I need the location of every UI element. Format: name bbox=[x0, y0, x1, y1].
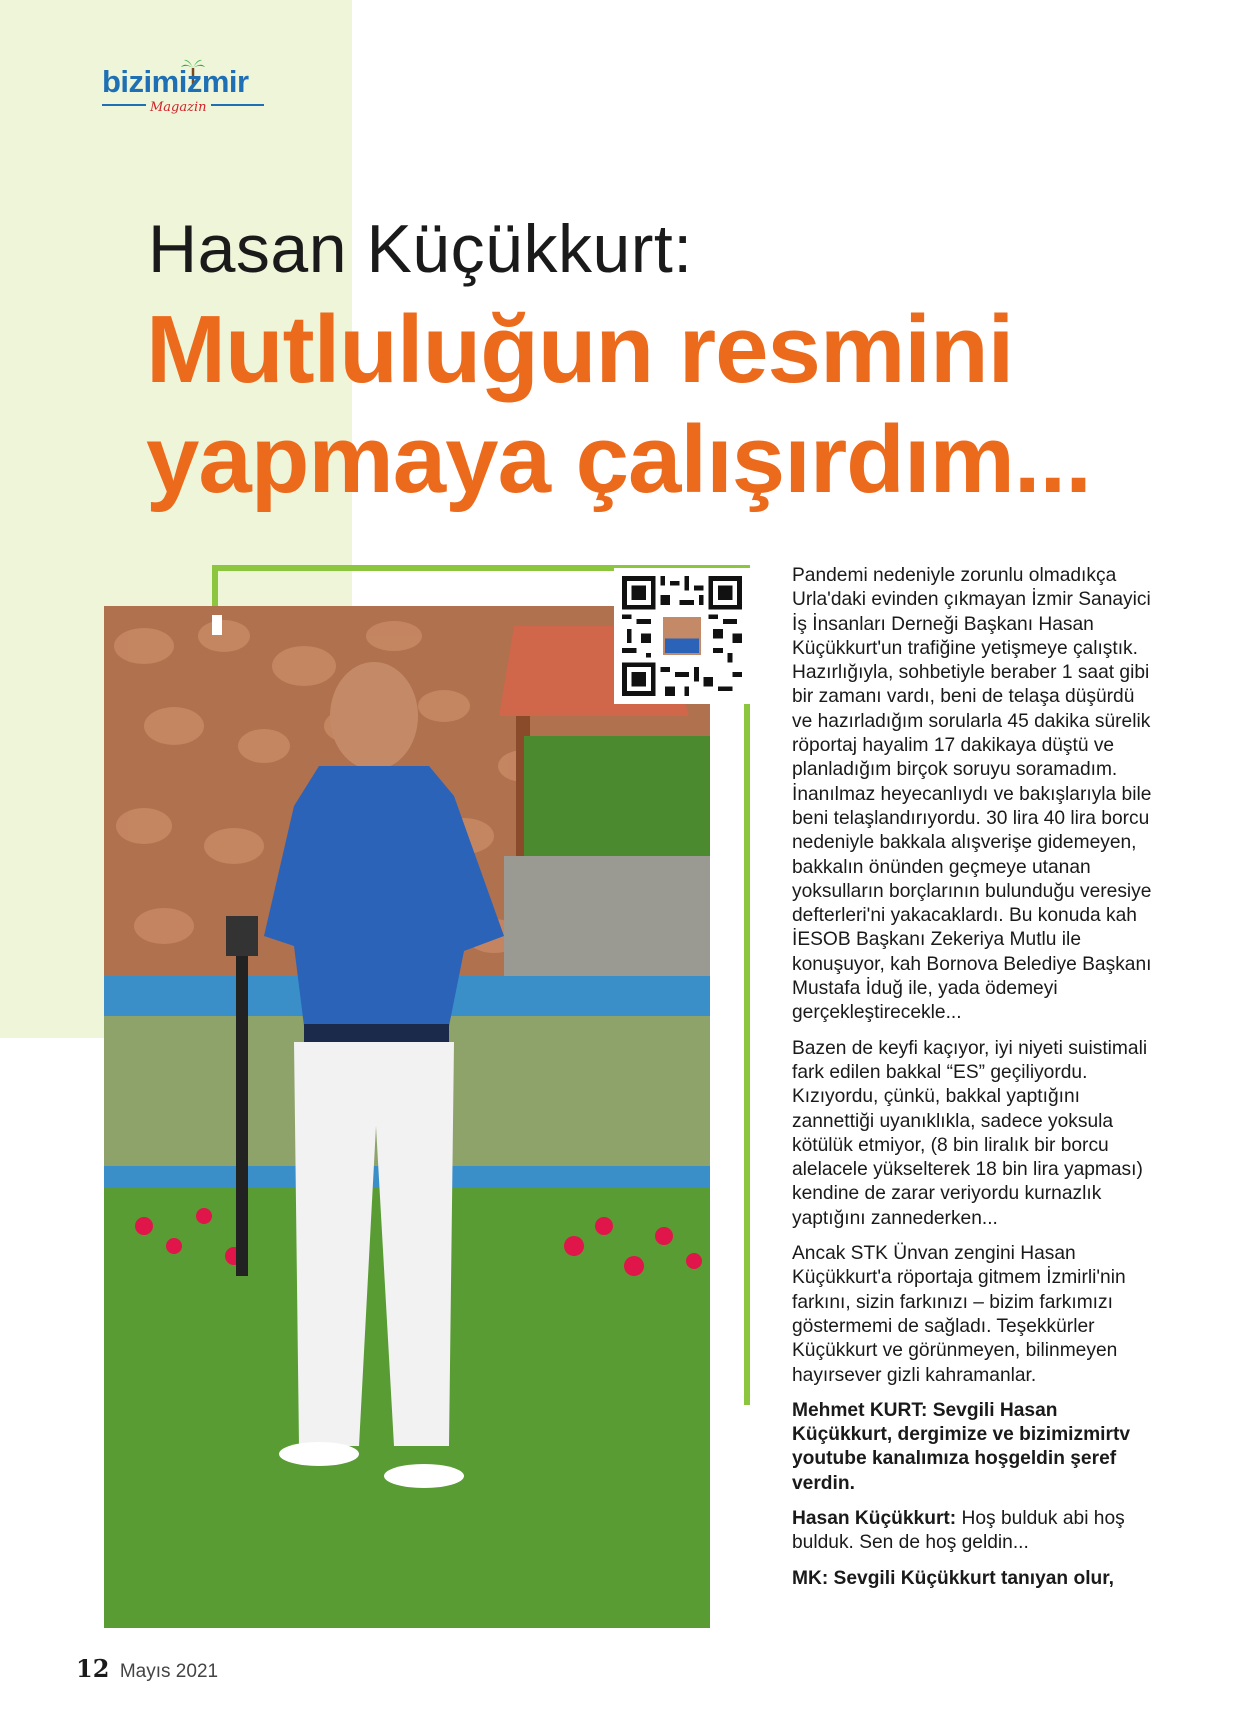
article-kicker: Hasan Küçükkurt: bbox=[148, 211, 693, 287]
frame-gap bbox=[212, 615, 222, 635]
magazine-logo[interactable] bbox=[102, 58, 272, 116]
interview-question-2: MK: Sevgili Küçükkurt tanıyan olur, bbox=[792, 1567, 1114, 1589]
interview-question-1: Mehmet KURT: Sevgili Hasan Küçükkurt, dergimize ve bizimizmirtv youtube kanalımıza hoşgeldin şeref verdin. bbox=[792, 1399, 1131, 1494]
page-footer bbox=[76, 1654, 218, 1683]
logo-subtitle: Magazin bbox=[146, 100, 211, 115]
portrait-photo bbox=[104, 606, 710, 1628]
logo-wordmark bbox=[102, 64, 249, 100]
answer-text: Hoş bulduk abi hoş bulduk. Sen de hoş geldin... bbox=[792, 1507, 1125, 1554]
interview-answer-1 bbox=[792, 1507, 1152, 1556]
page-number: 12 bbox=[76, 1654, 110, 1683]
answer-speaker: Hasan Küçükkurt: bbox=[792, 1507, 957, 1529]
logo-word-part1: bizim bbox=[102, 64, 179, 99]
qr-code[interactable] bbox=[614, 568, 750, 704]
qr-code-icon bbox=[622, 576, 742, 696]
portrait-illustration bbox=[104, 606, 710, 1628]
paragraph-3: Ancak STK Ünvan zengini Hasan Küçükkurt'a röportaja gitmem İzmirli'nin farkını, sizin farkınızı – bizim farkımızı göstermemi de sağladı. Teşekkürler Küçükkurt ve görünmeyen, bilinmeyen hayırsever gizli kahramanlar. bbox=[792, 1243, 1126, 1386]
paragraph-1: Pandemi nedeniyle zorunlu olmadıkça Urla'daki evinden çıkmayan İzmir Sanayici İş İnsanları Derneği Başkanı Hasan Küçükkurt'un trafiğine yetişmeye çalıştık. Hazırlığıyla, sohbetiyle beraber 1 saat gibi bir zamanı vardı, beni de telaşa düşürdü ve hazırladığım sorularla 45 dakika sürelik röportaj hayalim 17 dakikaya düştü ve planladığım birçok soruyu soramadım. İnanılmaz heyecanlıydı ve bakışlarıyla bile beni telaşlandırıyordu. 30 lira 40 lira borcu nedeniyle bakkala alışverişe gidemeyen, bakkalın önünden geçmeye utanan yoksulların borçlarının bulunduğu veresiye defterleri'ni yakacaklardı. Bu konuda kah İESOB Başkanı Zekeriya Mutlu ile konuşuyor, kah Bornova Belediye Başkanı Mustafa İduğ ile, yada ödemeyi gerçekleştirecekle... bbox=[792, 565, 1152, 1024]
issue-date: Mayıs 2021 bbox=[119, 1661, 219, 1682]
headline-line-1: Mutluluğun resmini bbox=[146, 296, 1014, 403]
logo-word-part2: izmir bbox=[178, 64, 249, 99]
article-body bbox=[792, 564, 1152, 1602]
headline-line-2: yapmaya çalışırdım... bbox=[146, 406, 1091, 513]
article-headline bbox=[146, 295, 1206, 515]
paragraph-2: Bazen de keyfi kaçıyor, iyi niyeti suistimali fark edilen bakkal “ES” geçiliyordu. Kızıyordu, çünkü, bakkal yaptığını zannettiği uyanıklıkla, sadece yoksula kötülük etmiyor, (8 bin liralık bir borcu alelacele yükselterek 18 bin lira yapması) kendine de zarar veriyordu kurnazlık yaptığını zannederken... bbox=[792, 1037, 1148, 1229]
